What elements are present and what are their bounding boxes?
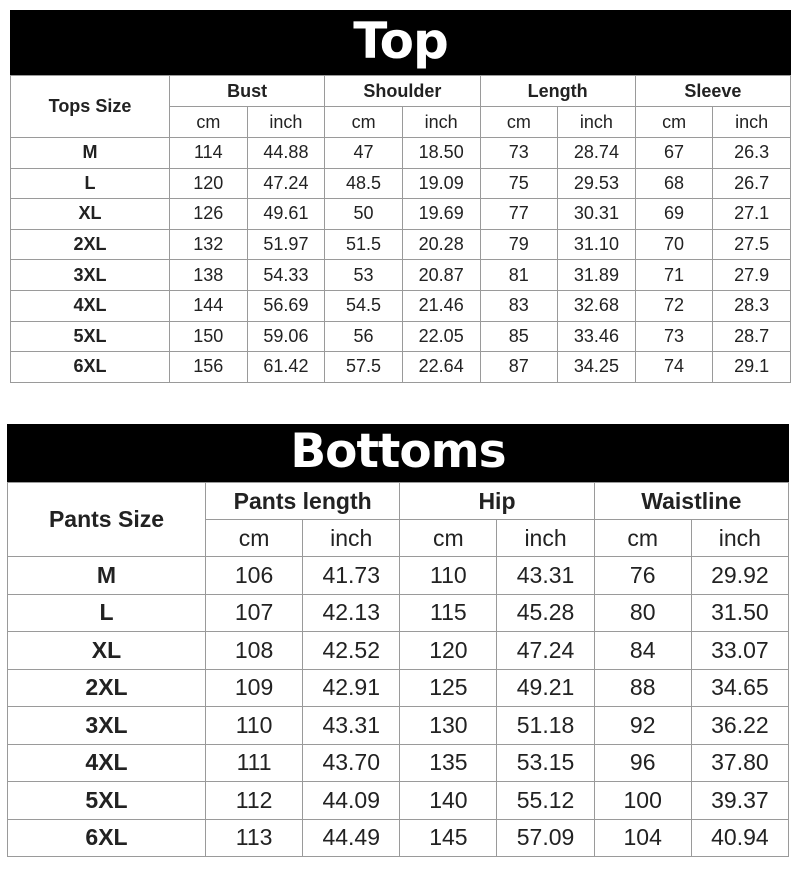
table-row [11,229,791,260]
bottoms-measurement-cell: 47.24 [497,632,594,670]
tops-measurement-cell: 56 [325,321,403,352]
tops-measurement-cell: 20.28 [402,229,480,260]
unit-inch: inch [558,107,636,138]
tops-measurement-cell: 57.5 [325,352,403,383]
tops-measurement-cell: 21.46 [402,290,480,321]
unit-inch: inch [713,107,791,138]
bottoms-measurement-cell: 107 [206,594,303,632]
tops-group-header-row [11,76,791,107]
tops-measurement-cell: 30.31 [558,199,636,230]
tops-measurement-cell: 51.5 [325,229,403,260]
tops-measurement-cell: 26.7 [713,168,791,199]
tops-size-chart [10,10,791,383]
unit-cm: cm [480,107,558,138]
bottoms-measurement-cell: 51.18 [497,707,594,745]
bottoms-measurement-cell: 31.50 [691,594,788,632]
tops-measurement-cell: 28.74 [558,138,636,169]
tops-measurement-cell: 67 [635,138,713,169]
tops-size-table [10,75,791,383]
unit-inch: inch [497,520,594,557]
tops-shoulder-header: Shoulder [325,76,480,107]
unit-inch: inch [247,107,325,138]
tops-measurement-cell: 47.24 [247,168,325,199]
bottoms-size-label: 5XL [8,782,206,820]
unit-cm: cm [635,107,713,138]
bottoms-pants-length-header: Pants length [206,483,400,520]
tops-measurement-cell: 85 [480,321,558,352]
bottoms-measurement-cell: 113 [206,819,303,857]
bottoms-size-label: 6XL [8,819,206,857]
bottoms-measurement-cell: 36.22 [691,707,788,745]
tops-measurement-cell: 26.3 [713,138,791,169]
bottoms-measurement-cell: 109 [206,669,303,707]
tops-measurement-cell: 20.87 [402,260,480,291]
tops-measurement-cell: 68 [635,168,713,199]
bottoms-size-label: 2XL [8,669,206,707]
tops-measurement-cell: 156 [170,352,248,383]
unit-inch: inch [402,107,480,138]
tops-measurement-cell: 19.09 [402,168,480,199]
tops-measurement-cell: 87 [480,352,558,383]
bottoms-size-chart [7,424,789,857]
bottoms-measurement-cell: 112 [206,782,303,820]
table-row [8,557,789,595]
tops-measurement-cell: 79 [480,229,558,260]
unit-cm: cm [206,520,303,557]
tops-measurement-cell: 56.69 [247,290,325,321]
table-row [11,321,791,352]
tops-measurement-cell: 51.97 [247,229,325,260]
tops-measurement-cell: 27.1 [713,199,791,230]
bottoms-measurement-cell: 120 [400,632,497,670]
bottoms-measurement-cell: 39.37 [691,782,788,820]
tops-sleeve-header: Sleeve [635,76,790,107]
tops-measurement-cell: 33.46 [558,321,636,352]
bottoms-waistline-header: Waistline [594,483,788,520]
bottoms-group-header-row [8,483,789,520]
bottoms-measurement-cell: 49.21 [497,669,594,707]
bottoms-measurement-cell: 110 [206,707,303,745]
table-row [8,819,789,857]
bottoms-measurement-cell: 42.13 [303,594,400,632]
bottoms-measurement-cell: 92 [594,707,691,745]
tops-measurement-cell: 132 [170,229,248,260]
tops-measurement-cell: 77 [480,199,558,230]
bottoms-measurement-cell: 53.15 [497,744,594,782]
tops-size-label: 5XL [11,321,170,352]
tops-measurement-cell: 34.25 [558,352,636,383]
tops-measurement-cell: 75 [480,168,558,199]
tops-measurement-cell: 29.1 [713,352,791,383]
tops-measurement-cell: 19.69 [402,199,480,230]
unit-cm: cm [325,107,403,138]
bottoms-size-label: M [8,557,206,595]
bottoms-size-label: L [8,594,206,632]
bottoms-measurement-cell: 43.31 [303,707,400,745]
tops-measurement-cell: 73 [635,321,713,352]
bottoms-measurement-cell: 104 [594,819,691,857]
tops-measurement-cell: 72 [635,290,713,321]
tops-measurement-cell: 54.33 [247,260,325,291]
tops-measurement-cell: 61.42 [247,352,325,383]
bottoms-measurement-cell: 45.28 [497,594,594,632]
tops-size-label: XL [11,199,170,230]
tops-length-header: Length [480,76,635,107]
bottoms-measurement-cell: 43.31 [497,557,594,595]
bottoms-measurement-cell: 84 [594,632,691,670]
tops-measurement-cell: 73 [480,138,558,169]
bottoms-measurement-cell: 145 [400,819,497,857]
bottoms-measurement-cell: 125 [400,669,497,707]
tops-measurement-cell: 18.50 [402,138,480,169]
bottoms-measurement-cell: 88 [594,669,691,707]
table-row [11,138,791,169]
tops-measurement-cell: 44.88 [247,138,325,169]
bottoms-size-label: XL [8,632,206,670]
tops-table-body [11,138,791,383]
tops-measurement-cell: 47 [325,138,403,169]
bottoms-measurement-cell: 115 [400,594,497,632]
bottoms-measurement-cell: 130 [400,707,497,745]
table-row [11,290,791,321]
bottoms-hip-header: Hip [400,483,594,520]
tops-measurement-cell: 27.5 [713,229,791,260]
bottoms-measurement-cell: 110 [400,557,497,595]
tops-measurement-cell: 83 [480,290,558,321]
tops-measurement-cell: 50 [325,199,403,230]
table-row [8,782,789,820]
bottoms-measurement-cell: 135 [400,744,497,782]
bottoms-measurement-cell: 33.07 [691,632,788,670]
unit-cm: cm [400,520,497,557]
bottoms-measurement-cell: 96 [594,744,691,782]
tops-measurement-cell: 150 [170,321,248,352]
bottoms-measurement-cell: 76 [594,557,691,595]
tops-measurement-cell: 71 [635,260,713,291]
tops-measurement-cell: 144 [170,290,248,321]
tops-measurement-cell: 31.89 [558,260,636,291]
tops-measurement-cell: 114 [170,138,248,169]
tops-measurement-cell: 48.5 [325,168,403,199]
bottoms-size-header: Pants Size [8,483,206,557]
tops-measurement-cell: 54.5 [325,290,403,321]
bottoms-measurement-cell: 37.80 [691,744,788,782]
bottoms-measurement-cell: 44.09 [303,782,400,820]
tops-measurement-cell: 120 [170,168,248,199]
bottoms-size-table [7,482,789,857]
bottoms-measurement-cell: 106 [206,557,303,595]
tops-measurement-cell: 53 [325,260,403,291]
bottoms-measurement-cell: 41.73 [303,557,400,595]
table-row [8,707,789,745]
table-row [11,352,791,383]
tops-measurement-cell: 28.3 [713,290,791,321]
table-row [8,632,789,670]
bottoms-measurement-cell: 43.70 [303,744,400,782]
tops-size-label: 2XL [11,229,170,260]
table-row [11,168,791,199]
tops-measurement-cell: 27.9 [713,260,791,291]
bottoms-measurement-cell: 29.92 [691,557,788,595]
bottoms-measurement-cell: 140 [400,782,497,820]
tops-measurement-cell: 59.06 [247,321,325,352]
unit-inch: inch [303,520,400,557]
tops-measurement-cell: 49.61 [247,199,325,230]
bottoms-measurement-cell: 111 [206,744,303,782]
tops-measurement-cell: 126 [170,199,248,230]
bottoms-measurement-cell: 100 [594,782,691,820]
tops-size-label: 4XL [11,290,170,321]
tops-measurement-cell: 32.68 [558,290,636,321]
tops-measurement-cell: 29.53 [558,168,636,199]
tops-measurement-cell: 22.05 [402,321,480,352]
table-row [11,260,791,291]
tops-size-label: M [11,138,170,169]
table-row [8,669,789,707]
table-row [11,199,791,230]
bottoms-measurement-cell: 55.12 [497,782,594,820]
table-row [8,744,789,782]
bottoms-measurement-cell: 57.09 [497,819,594,857]
tops-measurement-cell: 28.7 [713,321,791,352]
tops-measurement-cell: 74 [635,352,713,383]
tops-size-label: L [11,168,170,199]
tops-measurement-cell: 31.10 [558,229,636,260]
bottoms-title-banner: Bottoms [7,424,789,482]
tops-measurement-cell: 138 [170,260,248,291]
unit-inch: inch [691,520,788,557]
bottoms-measurement-cell: 42.91 [303,669,400,707]
bottoms-measurement-cell: 44.49 [303,819,400,857]
tops-measurement-cell: 70 [635,229,713,260]
table-row [8,594,789,632]
tops-measurement-cell: 81 [480,260,558,291]
bottoms-size-label: 4XL [8,744,206,782]
tops-bust-header: Bust [170,76,325,107]
bottoms-measurement-cell: 40.94 [691,819,788,857]
bottoms-size-label: 3XL [8,707,206,745]
unit-cm: cm [594,520,691,557]
tops-measurement-cell: 22.64 [402,352,480,383]
unit-cm: cm [170,107,248,138]
bottoms-table-body [8,557,789,857]
bottoms-measurement-cell: 42.52 [303,632,400,670]
tops-size-label: 3XL [11,260,170,291]
tops-measurement-cell: 69 [635,199,713,230]
tops-size-label: 6XL [11,352,170,383]
bottoms-measurement-cell: 80 [594,594,691,632]
bottoms-measurement-cell: 108 [206,632,303,670]
bottoms-measurement-cell: 34.65 [691,669,788,707]
tops-size-header: Tops Size [11,76,170,138]
tops-title-banner: Top [10,10,791,75]
